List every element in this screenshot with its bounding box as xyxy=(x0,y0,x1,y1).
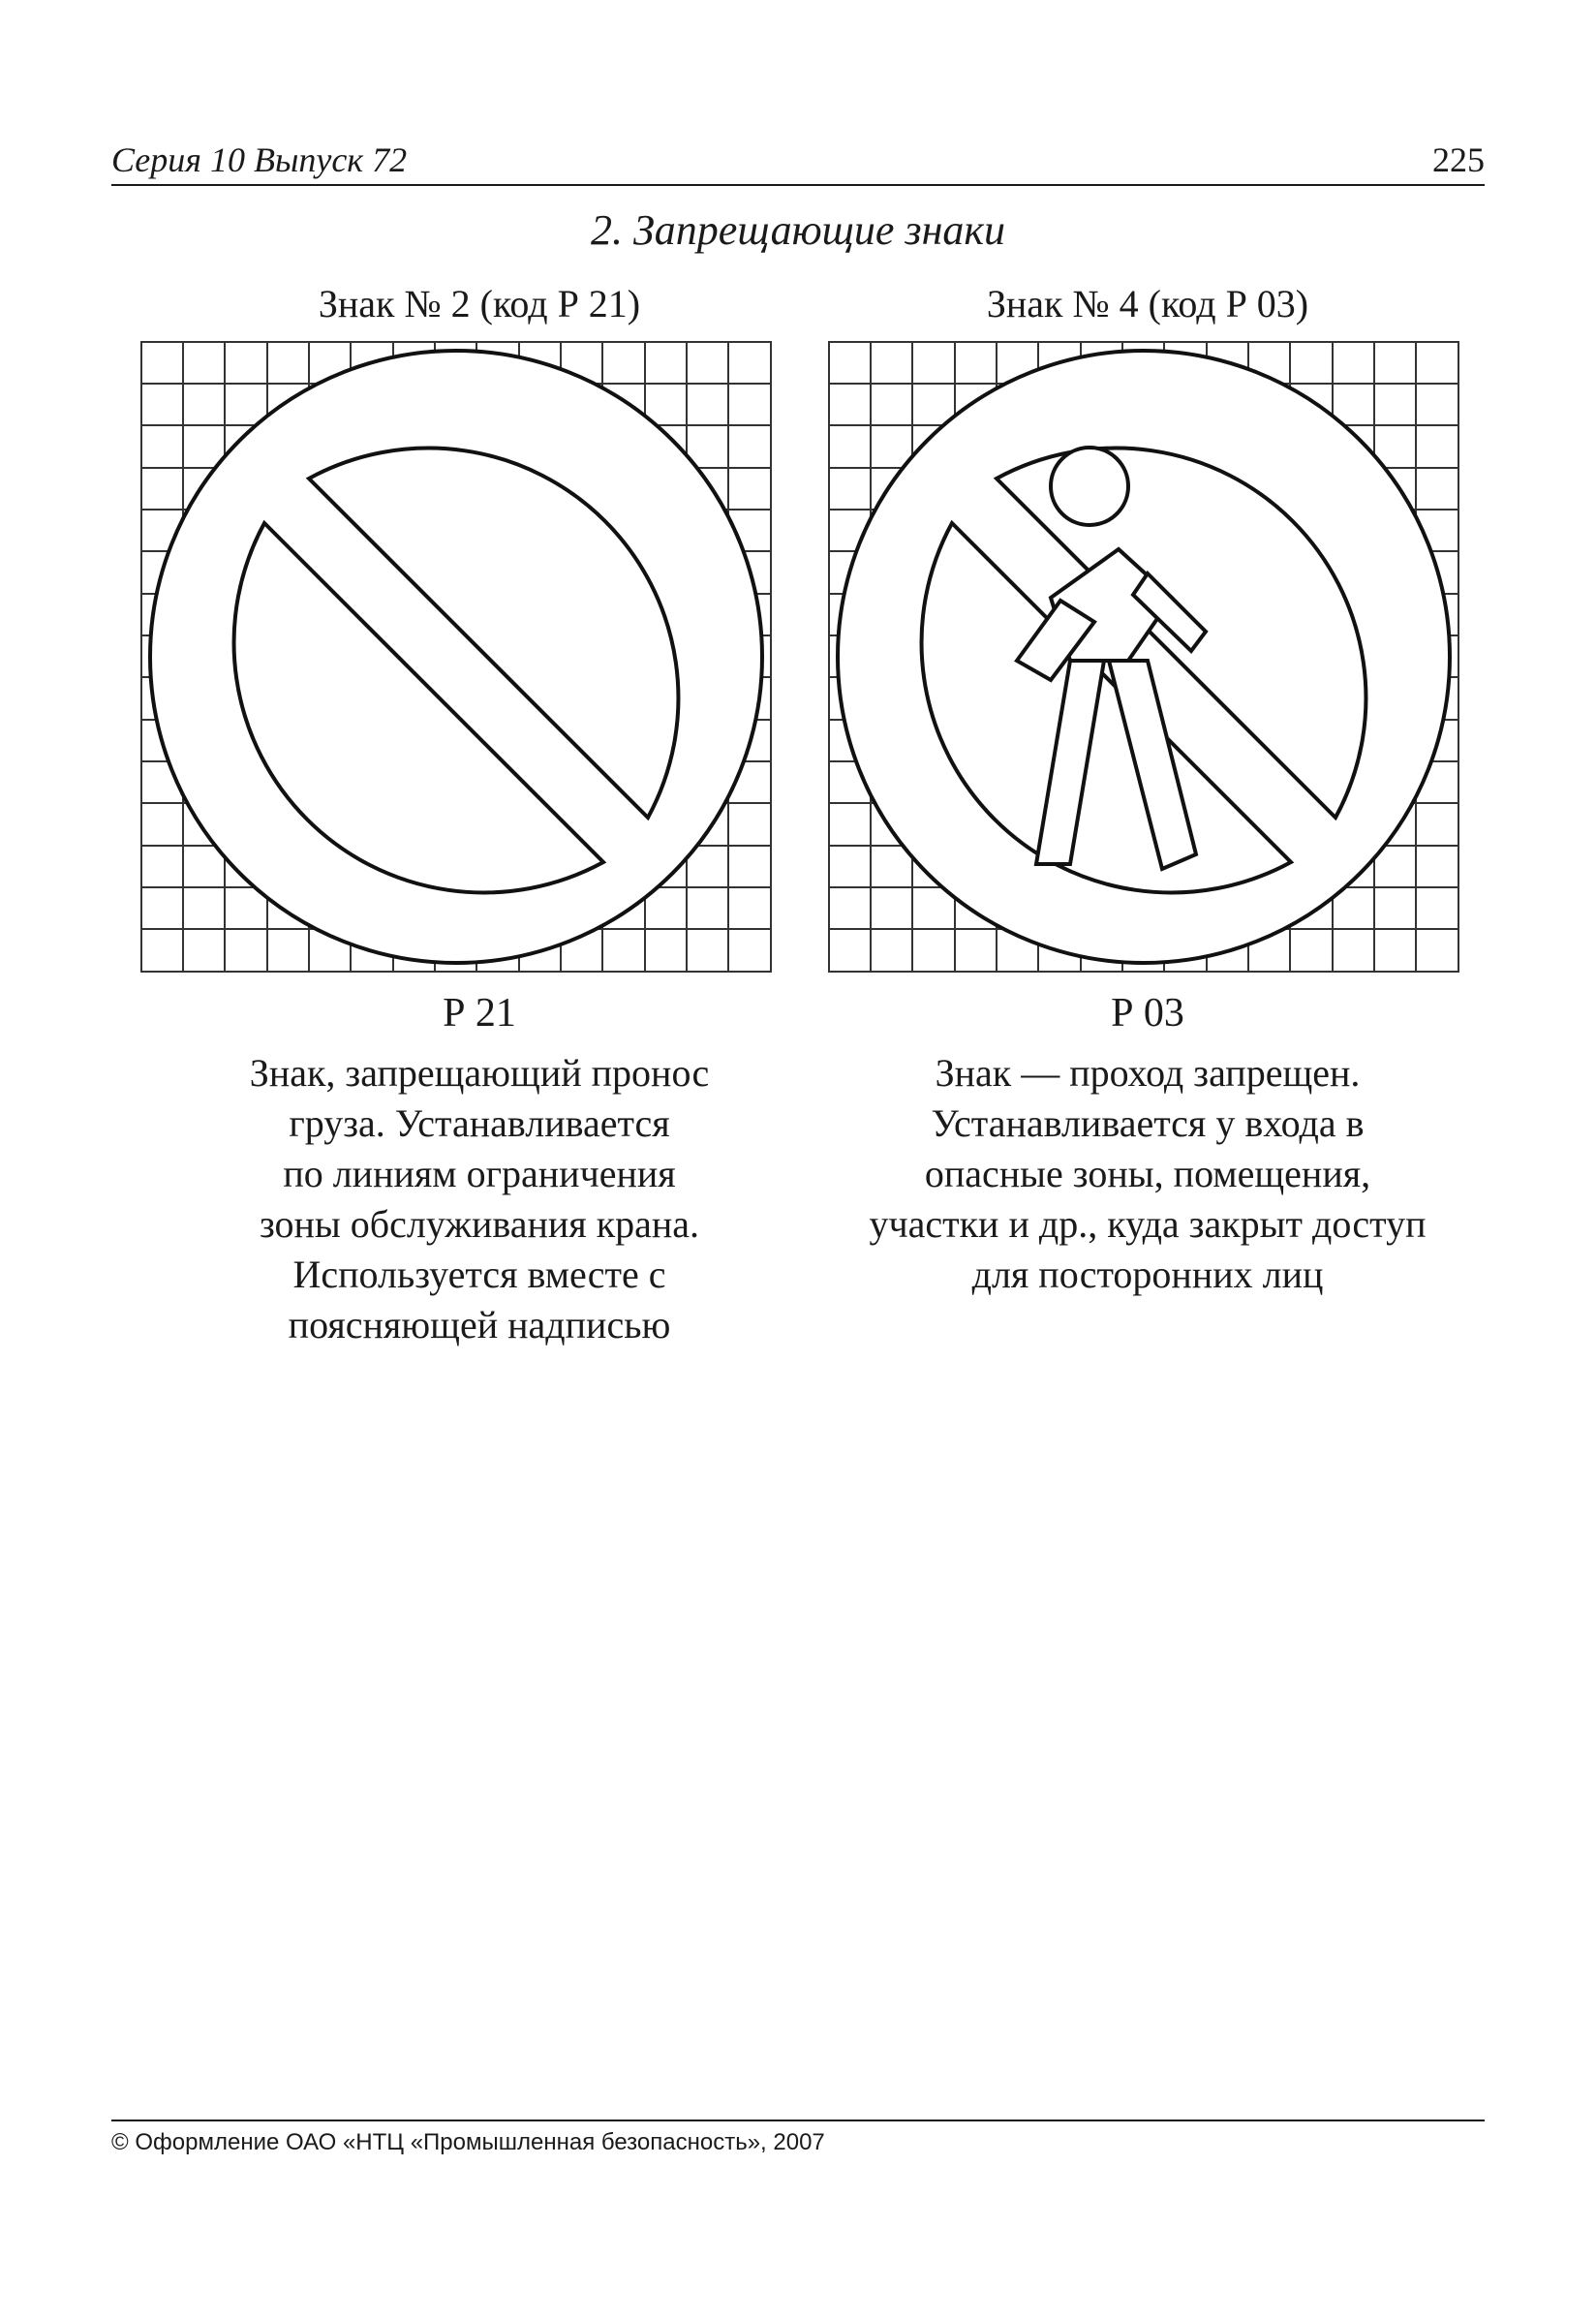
sign-code-p21: Р 21 xyxy=(443,991,516,1036)
series-label: Серия 10 Выпуск 72 xyxy=(111,140,408,179)
description-line: поясняющей надписью xyxy=(288,1303,671,1346)
description-line: по линиям ограничения xyxy=(283,1152,676,1195)
sign-p03-drawing xyxy=(828,341,1459,973)
prohibition-sign-p03 xyxy=(838,351,1450,963)
description-line: для посторонних лиц xyxy=(971,1253,1324,1296)
sign-code-p03: Р 03 xyxy=(1111,991,1184,1036)
sign-title-p21: Знак № 2 (код Р 21) xyxy=(318,282,641,325)
description-line: Знак, запрещающий пронос xyxy=(249,1051,710,1095)
description-line: опасные зоны, помещения, xyxy=(924,1152,1371,1195)
prohibition-sign-p21 xyxy=(150,351,762,963)
page-number: 225 xyxy=(1432,140,1485,179)
sign-description-p21 xyxy=(160,1048,799,1350)
section-title: 2. Запрещающие знаки xyxy=(591,206,1005,254)
description-line: зоны обслуживания крана. xyxy=(259,1202,700,1246)
footer-rule xyxy=(111,2120,1485,2121)
description-line: Используется вместе с xyxy=(292,1253,666,1296)
description-line: участки и др., куда закрыт доступ xyxy=(869,1202,1427,1246)
copyright-footer: © Оформление ОАО «НТЦ «Промышленная безопасность», 2007 xyxy=(111,2129,825,2155)
sign-p21-drawing xyxy=(140,341,772,973)
sign-description-p03 xyxy=(828,1048,1467,1300)
description-line: Устанавливается у входа в xyxy=(931,1101,1365,1145)
description-line: груза. Устанавливается xyxy=(289,1101,670,1145)
page-header xyxy=(111,134,1485,186)
sign-title-p03: Знак № 4 (код Р 03) xyxy=(986,282,1309,325)
description-line: Знак — проход запрещен. xyxy=(935,1051,1361,1095)
